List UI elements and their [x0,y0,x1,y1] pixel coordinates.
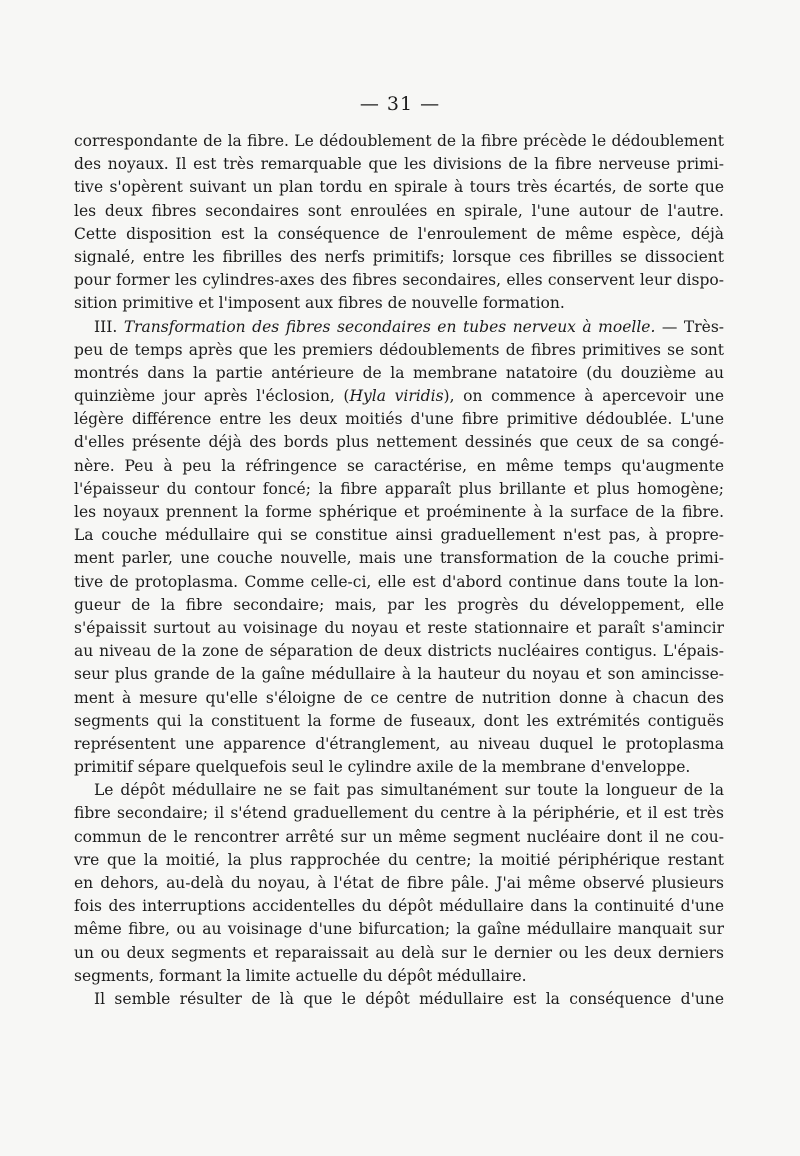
text-line: tive s'opèrent suivant un plan tordu en spirale à tours très écartés, de sorte que [74,178,724,197]
species-line-after: ), on commence à apercevoir une [443,387,724,406]
species-line [74,385,724,408]
section-numeral: III. [94,317,118,336]
text-line: s'épaissit surtout au voisinage du noyau et reste stationnaire et paraît s'amincir [74,618,724,637]
text-line: ment à mesure qu'elle s'éloigne de ce centre de nutrition donne à chacun des [74,688,724,707]
text-line: correspondante de la fibre. Le dédoublement de la fibre précède le dédoublement [74,132,724,150]
text-line: La couche médullaire qui se constitue ainsi graduellement n'est pas, à propre- [74,526,724,545]
section-heading-rest: — Très- [655,317,724,336]
text-line: les deux fibres secondaires sont enroulées en spirale, l'une autour de l'autre. [74,201,724,220]
text-line: Cette disposition est la conséquence de l'enroulement de même espèce, déjà [74,224,724,243]
text-line: segments qui la constituent la forme de fuseaux, dont les extrémités contiguës [74,711,724,730]
text-line: signalé, entre les fibrilles des nerfs primitifs; lorsque ces fibrilles se dissocient [74,247,724,266]
page-number: — 31 — [359,93,441,115]
text-line: commun de le rencontrer arrêté sur un même segment nucléaire dont il ne cou- [74,827,724,846]
section-heading-line [74,316,724,339]
text-line: sition primitive et l'imposent aux fibres de nouvelle formation. [74,294,565,313]
text-line: même fibre, ou au voisinage d'une bifurcation; la gaîne médullaire manquait sur [74,920,724,939]
text-line: peu de temps après que les premiers dédoublements de fibres primitives se sont [74,340,724,359]
text-line: des noyaux. Il est très remarquable que les divisions de la fibre nerveuse primi- [74,155,724,174]
text-line: fois des interruptions accidentelles du dépôt médullaire dans la continuité d'une [74,897,724,916]
text-line: nère. Peu à peu la réfringence se caractérise, en même temps qu'augmente [74,456,724,475]
text-line: légère différence entre les deux moitiés d'une fibre primitive dédoublée. L'une [74,410,724,429]
text-line: vre que la moitié, la plus rapprochée du centre; la moitié périphérique restant [74,850,724,869]
text-line: fibre secondaire; il s'étend graduellement du centre à la périphérie, et il est très [74,804,724,823]
species-line-before: quinzième jour après l'éclosion, ( [74,387,350,406]
text-line: l'épaisseur du contour foncé; la fibre apparaît plus brillante et plus homogène; [74,479,724,498]
section-title: Transformation des fibres secondaires en tubes nerveux à moelle. [123,317,656,336]
text-line: segments, formant la limite actuelle du dépôt médullaire. [74,966,527,985]
text-line: Le dépôt médullaire ne se fait pas simultanément sur toute la longueur de la [94,781,724,800]
text-line: en dehors, au-delà du noyau, à l'état de fibre pâle. J'ai même observé plusieurs [74,874,724,892]
text-line: représentent une apparence d'étranglement, au niveau duquel le protoplasma [74,734,724,753]
text-line: un ou deux segments et reparaissait au delà sur le dernier ou les deux derniers [74,943,724,962]
body-text [74,130,724,1011]
text-line: primitif sépare quelquefois seul le cylindre axile de la membrane d'enveloppe. [74,758,691,777]
text-line: au niveau de la zone de séparation de deux districts nucléaires contigus. L'épais- [74,642,724,661]
text-line: gueur de la fibre secondaire; mais, par les progrès du développement, elle [74,595,724,614]
species-name: Hyla viridis [349,387,444,406]
text-line: Il semble résulter de là que le dépôt médullaire est la conséquence d'une [94,989,724,1008]
text-line: tive de protoplasma. Comme celle-ci, elle est d'abord continue dans toute la lon- [74,572,724,591]
text-line: pour former les cylindres-axes des fibres secondaires, elles conservent leur dispo- [74,271,724,290]
text-line: montrés dans la partie antérieure de la membrane natatoire (du douzième au [74,363,724,382]
text-line: seur plus grande de la gaîne médullaire à la hauteur du noyau et son amincisse- [74,665,724,684]
text-line: les noyaux prennent la forme sphérique et proéminente à la surface de la fibre. [74,503,724,521]
text-line: d'elles présente déjà des bords plus nettement dessinés que ceux de sa congé- [74,433,724,452]
text-line: ment parler, une couche nouvelle, mais une transformation de la couche primi- [74,549,724,568]
